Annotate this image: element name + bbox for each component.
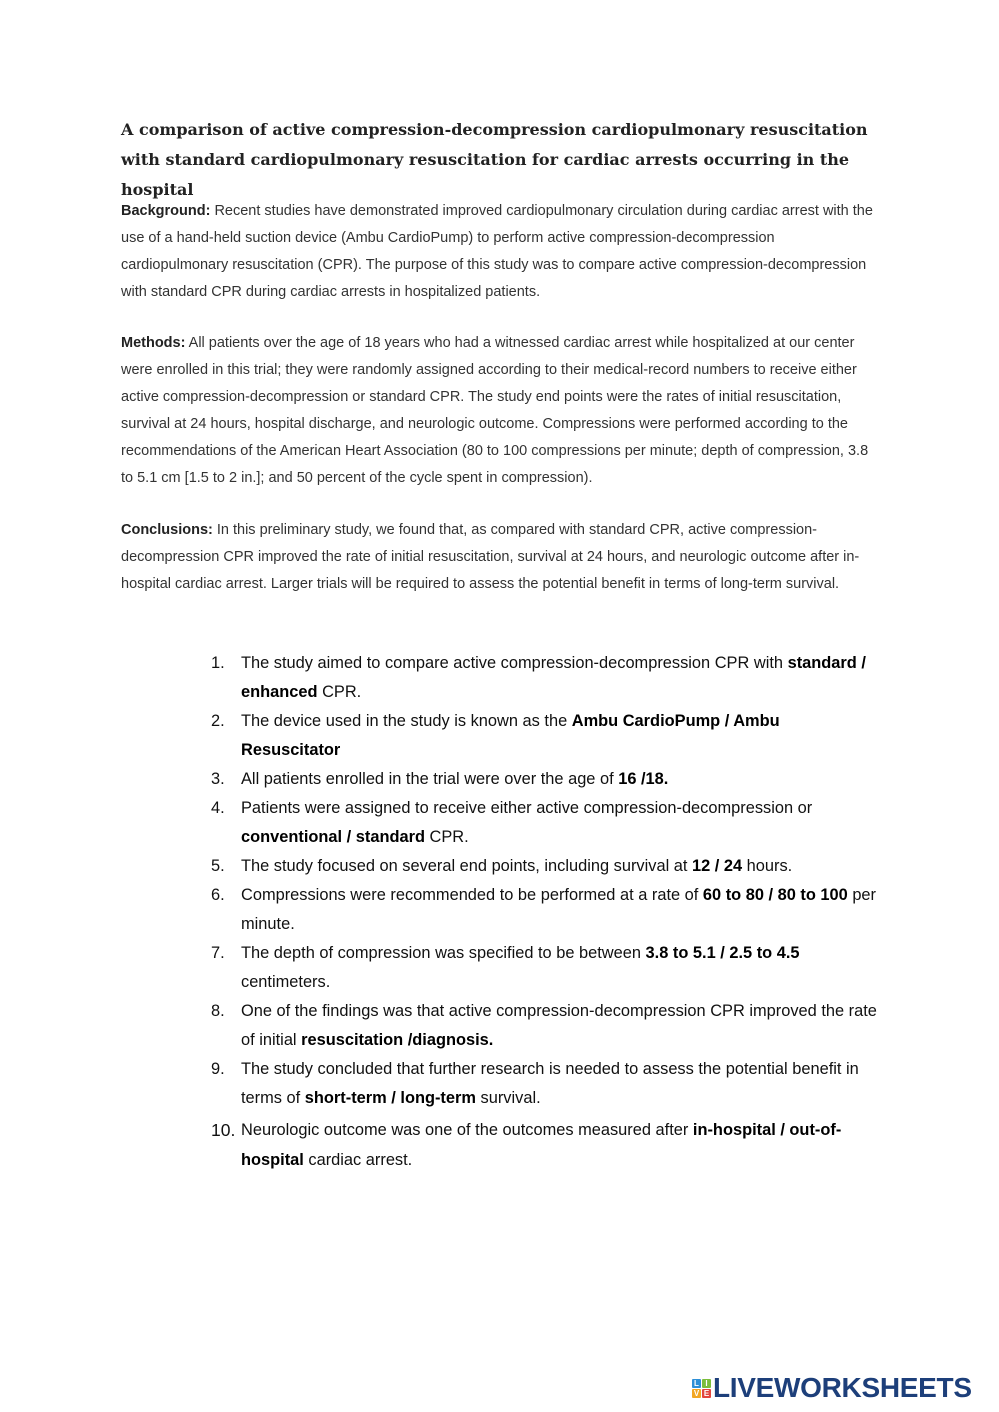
question-text: The device used in the study is known as the bbox=[241, 712, 572, 730]
question-text-end: cardiac arrest. bbox=[303, 1151, 413, 1169]
question-number: 1. bbox=[211, 654, 225, 672]
answer-options[interactable]: standard / enhanced bbox=[241, 654, 866, 701]
question-number: 2. bbox=[211, 712, 225, 730]
question-text-end: centimeters. bbox=[241, 973, 331, 991]
mark-letter: L bbox=[692, 1379, 701, 1388]
question-item bbox=[206, 939, 882, 997]
methods-text: All patients over the age of 18 years who had a witnessed cardiac arrest while hospitalized at our center were enrolled in this trial; they were randomly assigned according to their medical-record numbers to receive either active compression-decompression or standard CPR. The study end points were the rates of initial resuscitation, survival at 24 hours, hospital discharge, and neurologic outcome. Compressions were performed according to the recommendations of the American Heart Association (80 to 100 compressions per minute; depth of compression, 3.8 to 5.1 cm [1.5 to 2 in.]; and 50 percent of the cycle spent in compression). bbox=[121, 335, 869, 487]
conclusions-paragraph bbox=[121, 517, 879, 598]
question-item bbox=[206, 852, 882, 881]
question-text: The study concluded that further research is needed to assess the potential benefit in terms of bbox=[241, 1060, 859, 1107]
methods-paragraph bbox=[121, 330, 879, 493]
mark-letter: I bbox=[702, 1379, 711, 1388]
question-text-end: CPR. bbox=[424, 828, 469, 846]
question-text-end: hours. bbox=[742, 857, 793, 875]
question-text: The study aimed to compare active compression-decompression CPR with bbox=[241, 654, 788, 672]
answer-options[interactable]: short-term / long-term bbox=[304, 1089, 476, 1107]
question-text-end: survival. bbox=[475, 1089, 541, 1107]
conclusions-text: In this preliminary study, we found that, as compared with standard CPR, active compression-decompression CPR improved the rate of initial resuscitation, survival at 24 hours, and neurologic outcome after in-hospital cardiac arrest. Larger trials will be required to assess the potential benefit in terms of long-term survival. bbox=[121, 522, 860, 593]
question-item bbox=[206, 1115, 882, 1175]
question-text: Neurologic outcome was one of the outcomes measured after bbox=[241, 1121, 693, 1139]
question-number: 8. bbox=[211, 1002, 225, 1020]
brand-name: LIVEWORKSHEETS bbox=[713, 1372, 972, 1403]
question-text: One of the findings was that active compression-decompression CPR improved the rate of initial bbox=[241, 1002, 877, 1049]
question-text-end: per minute. bbox=[241, 886, 877, 933]
answer-options[interactable]: 16 /18. bbox=[618, 770, 669, 788]
question-number: 9. bbox=[211, 1060, 225, 1078]
answer-options[interactable]: resuscitation /diagnosis. bbox=[301, 1031, 494, 1049]
conclusions-label: Conclusions: bbox=[121, 522, 213, 538]
question-item bbox=[206, 794, 882, 852]
page-title: A comparison of active compression-decompression cardiopulmonary resuscitation with standard cardiopulmonary resuscitation for cardiac arrests occurring in the hospital bbox=[121, 120, 868, 199]
question-number: 10. bbox=[211, 1120, 236, 1140]
question-number: 4. bbox=[211, 799, 225, 817]
question-number: 5. bbox=[211, 857, 225, 875]
answer-options[interactable]: 12 / 24 bbox=[692, 857, 743, 875]
answer-options[interactable]: in-hospital / out-of-hospital bbox=[241, 1121, 842, 1169]
question-list bbox=[206, 649, 882, 1175]
methods-label: Methods: bbox=[121, 335, 186, 351]
question-item bbox=[206, 1055, 882, 1113]
question-number: 3. bbox=[211, 770, 225, 788]
question-text: Patients were assigned to receive either active compression-decompression or bbox=[241, 799, 813, 817]
answer-options[interactable]: conventional / standard bbox=[241, 828, 425, 846]
mark-letter: E bbox=[703, 1388, 710, 1398]
question-item bbox=[206, 707, 882, 765]
background-text: Recent studies have demonstrated improved cardiopulmonary circulation during cardiac arrest with the use of a hand-held suction device (Ambu CardioPump) to perform active compression-decompression cardiopulmonary resuscitation (CPR). The purpose of this study was to compare active compression-decompression with standard CPR during cardiac arrests in hospitalized patients. bbox=[121, 203, 873, 301]
question-item bbox=[206, 765, 882, 794]
question-text: All patients enrolled in the trial were over the age of bbox=[241, 770, 619, 788]
question-text: The depth of compression was specified to be between bbox=[241, 944, 646, 962]
question-text: Compressions were recommended to be performed at a rate of bbox=[241, 886, 703, 904]
mark-letter: V bbox=[693, 1388, 700, 1398]
question-text: The study focused on several end points, including survival at bbox=[241, 857, 692, 875]
question-item bbox=[206, 649, 882, 707]
question-item bbox=[206, 997, 882, 1055]
background-label: Background: bbox=[121, 203, 211, 219]
liveworksheets-mark-icon bbox=[692, 1379, 711, 1398]
answer-options[interactable]: 3.8 to 5.1 / 2.5 to 4.5 bbox=[645, 944, 800, 962]
liveworksheets-logo bbox=[692, 1373, 972, 1403]
question-number: 6. bbox=[211, 886, 225, 904]
answer-options[interactable]: 60 to 80 / 80 to 100 bbox=[702, 886, 848, 904]
question-item bbox=[206, 881, 882, 939]
question-text-end: CPR. bbox=[317, 683, 362, 701]
answer-options[interactable]: Ambu CardioPump / Ambu Resuscitator bbox=[241, 712, 780, 759]
background-paragraph bbox=[121, 198, 879, 306]
question-number: 7. bbox=[211, 944, 225, 962]
